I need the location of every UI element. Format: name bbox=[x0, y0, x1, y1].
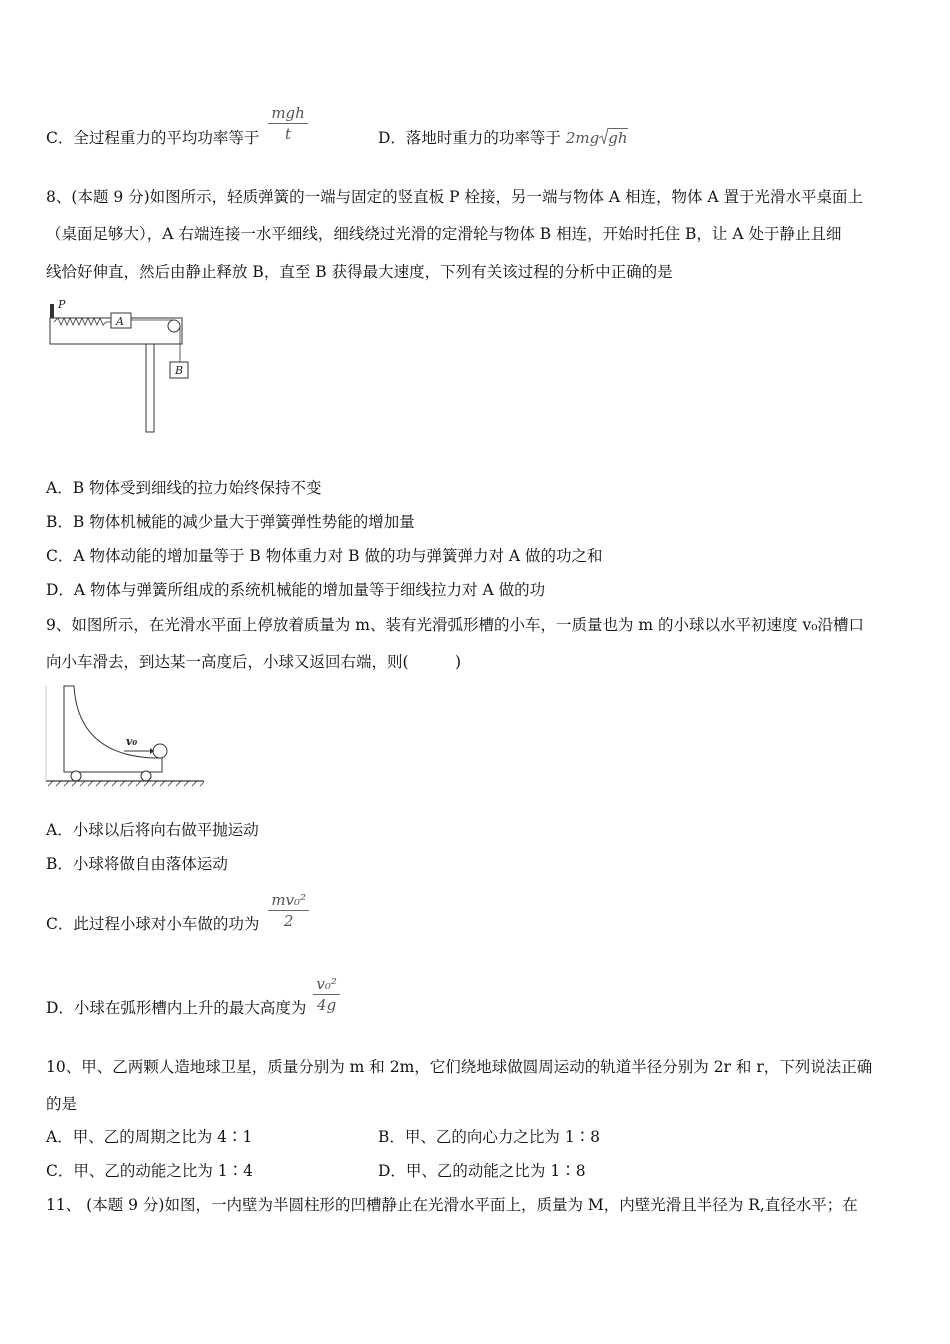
q9-option-c-fraction bbox=[268, 890, 309, 931]
q7-option-c-text: C．全过程重力的平均功率等于 bbox=[46, 129, 260, 147]
pulley bbox=[168, 320, 180, 332]
q9-option-c-denominator: 2 bbox=[268, 910, 309, 931]
q9-stem-line-2: 向小车滑去，到达某一高度后，小球又返回右端，则( ) bbox=[46, 653, 462, 671]
q8-option-a: A．B 物体受到细线的拉力始终保持不变 bbox=[46, 479, 322, 497]
spring bbox=[54, 318, 111, 325]
q10-option-a: A．甲、乙的周期之比为 4∶1 bbox=[46, 1128, 253, 1146]
q7-option-d bbox=[378, 128, 628, 148]
q10-option-d: D．甲、乙的动能之比为 1∶8 bbox=[378, 1162, 586, 1180]
q8-option-b: B．B 物体机械能的减少量大于弹簧弹性势能的增加量 bbox=[46, 513, 415, 531]
ball bbox=[153, 744, 167, 758]
q9-option-b: B．小球将做自由落体运动 bbox=[46, 855, 228, 873]
q7-option-d-math-prefix: 2mg bbox=[565, 129, 600, 147]
q9-option-c-numerator: mv₀² bbox=[271, 890, 307, 909]
sqrt-sign-icon bbox=[599, 128, 608, 146]
q9-option-d-numerator: v₀² bbox=[316, 974, 337, 993]
q10-option-b: B．甲、乙的向心力之比为 1∶8 bbox=[378, 1128, 601, 1146]
q9-option-d bbox=[46, 974, 340, 1018]
label-p: P bbox=[58, 298, 66, 311]
q8-stem-line-3: 线恰好伸直，然后由静止释放 B，直至 B 获得最大速度，下列有关该过程的分析中正确的是 bbox=[46, 263, 673, 281]
q8-stem-line-1: 8、(本题 9 分)如图所示，轻质弹簧的一端与固定的竖直板 P 栓接，另一端与物体 A 相连，物体 A 置于光滑水平桌面上 bbox=[46, 188, 864, 206]
wheel-right bbox=[141, 771, 151, 781]
q9-stem-line-1: 9、如图所示，在光滑水平面上停放着质量为 m、装有光滑弧形槽的小车，一质量也为 m 的小球以水平初速度 v₀沿槽口 bbox=[46, 616, 864, 634]
q9-option-d-fraction bbox=[313, 974, 340, 1015]
q9-option-d-denominator: 4g bbox=[313, 994, 340, 1015]
q9-option-d-text: D．小球在弧形槽内上升的最大高度为 bbox=[46, 999, 307, 1017]
label-a: A bbox=[116, 315, 124, 328]
q10-stem-line-1: 10、甲、乙两颗人造地球卫星，质量分别为 m 和 2m，它们绕地球做圆周运动的轨道半径分别为 2r 和 r，下列说法正确 bbox=[46, 1058, 873, 1076]
q11-stem-line-1: 11、 (本题 9 分)如图，一内壁为半圆柱形的凹槽静止在光滑水平面上，质量为 M，内壁光滑且半径为 R,直径水平；在 bbox=[46, 1196, 858, 1214]
table-leg bbox=[146, 344, 154, 432]
q7-option-c bbox=[46, 103, 308, 148]
q8-stem-line-2: （桌面足够大），A 右端连接一水平细线，细线绕过光滑的定滑轮与物体 B 相连，开始时托住 B，让 A 处于静止且细 bbox=[46, 225, 842, 243]
q10-option-c: C．甲、乙的动能之比为 1∶4 bbox=[46, 1162, 254, 1180]
q9-option-c-text: C．此过程小球对小车做的功为 bbox=[46, 915, 260, 933]
q8-option-d: D．A 物体与弹簧所组成的系统机械能的增加量等于细线拉力对 A 做的功 bbox=[46, 581, 546, 599]
ground-hatching bbox=[48, 781, 204, 786]
q7-option-c-fraction bbox=[268, 103, 308, 144]
q9-option-a: A．小球以后将向右做平抛运动 bbox=[46, 821, 259, 839]
q7-option-c-denominator: t bbox=[268, 123, 308, 144]
q7-option-d-text: D．落地时重力的功率等于 bbox=[378, 129, 561, 147]
q8-spring-pulley-figure bbox=[46, 296, 206, 436]
q9-option-c bbox=[46, 890, 309, 934]
q8-option-c: C．A 物体动能的增加量等于 B 物体重力对 B 做的功与弹簧弹力对 A 做的功之和 bbox=[46, 547, 603, 565]
label-v0: v₀ bbox=[126, 735, 138, 748]
wheel-left bbox=[71, 771, 81, 781]
label-b: B bbox=[175, 364, 184, 377]
cart-body bbox=[64, 686, 162, 772]
q10-stem-line-2: 的是 bbox=[46, 1095, 78, 1113]
q7-option-d-sqrt bbox=[599, 129, 627, 147]
q9-cart-figure bbox=[44, 682, 209, 792]
board-p bbox=[50, 304, 54, 318]
q7-option-d-math-root: gh bbox=[608, 129, 628, 147]
q7-option-c-numerator: mgh bbox=[271, 103, 305, 122]
